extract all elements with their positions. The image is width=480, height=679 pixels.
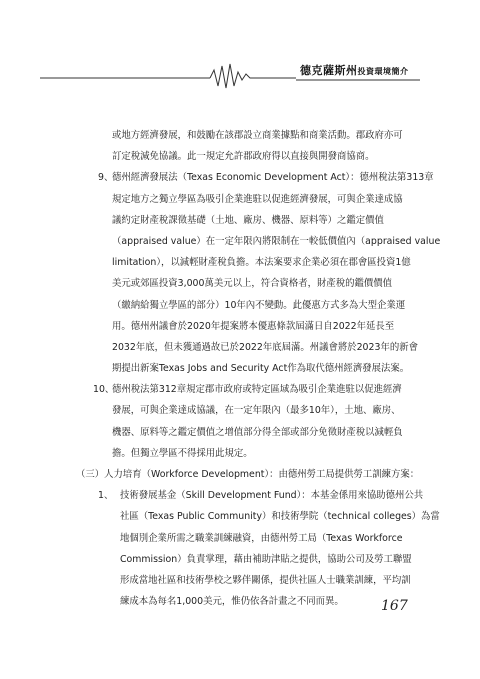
text-line: 機器、原料等之鑑定價值之增值部分得全部或部分免徵財產稅以減輕負	[112, 426, 403, 438]
page-header	[0, 0, 480, 100]
text-line: （繳納給獨立學區的部分）10年內不變動。此優惠方式多為大型企業運	[112, 299, 406, 311]
text-line: 期提出新案Texas Jobs and Security Act作為取代德州經濟發展法案。	[112, 363, 410, 375]
section-heading-text: （三）人力培育（Workforce Development）：由德州勞工局提供勞工訓練方案：	[76, 469, 420, 480]
list-item-10	[78, 379, 414, 400]
text-line: 地個別企業所需之職業訓練融資，由德州勞工局（Texas Workforce	[120, 532, 403, 544]
text-line: 2032年底，但未獲通過故已於2022年底屆滿。州議會將於2023年的新會	[112, 341, 418, 353]
page-number: 167	[381, 598, 408, 614]
text-line: 技術發展基金（Skill Development Fund）：本基金係用來協助德州公共	[120, 490, 424, 502]
item-number: 1、	[98, 490, 114, 502]
text-line: 擔。但獨立學區不得採用此規定。	[112, 447, 253, 459]
text-line: limitation），以減輕財產稅負擔。本法案要求企業必須在郡會區投資1億	[112, 257, 411, 269]
text-line: 社區（Texas Public Community）和技術學院（technical colleges）為當	[120, 511, 440, 523]
text-line: Commission）負責掌理，藉由補助津貼之提供，協助公司及勞工聯盟	[120, 553, 412, 565]
item-number: 10、	[93, 384, 115, 396]
header-title	[300, 62, 450, 78]
list-item-1	[78, 485, 424, 506]
text-line: 德州稅法第312章規定郡市政府或特定區域為吸引企業進駐以促進經濟	[112, 384, 402, 396]
header-title-sub: 投資環境簡介	[357, 67, 409, 76]
item-number: 9、	[98, 172, 114, 184]
text-line: 規定地方之獨立學區為吸引企業進駐以促進經濟發展，可與企業達成協	[112, 193, 403, 205]
section-heading	[76, 464, 420, 485]
text-line: （appraised value）在一定年限內將限制在一較低價值內（appraised value	[112, 235, 441, 247]
text-line: 美元或郊區投資3,000萬美元以上，符合資格者，財產稅的鑑價價值	[112, 278, 392, 290]
header-line-graphic	[0, 0, 480, 100]
text-line: 形成當地社區和技術學校之夥伴關係，提供社區人士職業訓練，平均訓	[120, 574, 411, 586]
text-line: 或地方經濟發展，和鼓勵在該郡設立商業據點和商業活動。郡政府亦可	[112, 130, 403, 141]
text-line: 練成本為每名1,000美元，惟仍依各計畫之不同而異。	[120, 596, 344, 608]
text-line: 發展，可與企業達成協議，在一定年限內（最多10年），土地、廠房、	[112, 405, 401, 417]
document-body	[76, 125, 441, 612]
text-line: 訂定稅減免協議。此一規定允許郡政府得以直接與開發商協商。	[112, 151, 375, 163]
text-line: 議約定財產稅課徵基礎（土地、廠房、機器、原料等）之鑑定價值	[112, 214, 384, 226]
text-line: 用。德州州議會於2020年提案將本優惠條款屆滿日自2022年延長至	[112, 320, 395, 332]
text-line: 德州經濟發展法（Texas Economic Development Act）：德州稅法第313章	[112, 172, 434, 184]
header-title-main: 德克薩斯州	[300, 64, 358, 77]
list-item-9	[78, 167, 434, 188]
